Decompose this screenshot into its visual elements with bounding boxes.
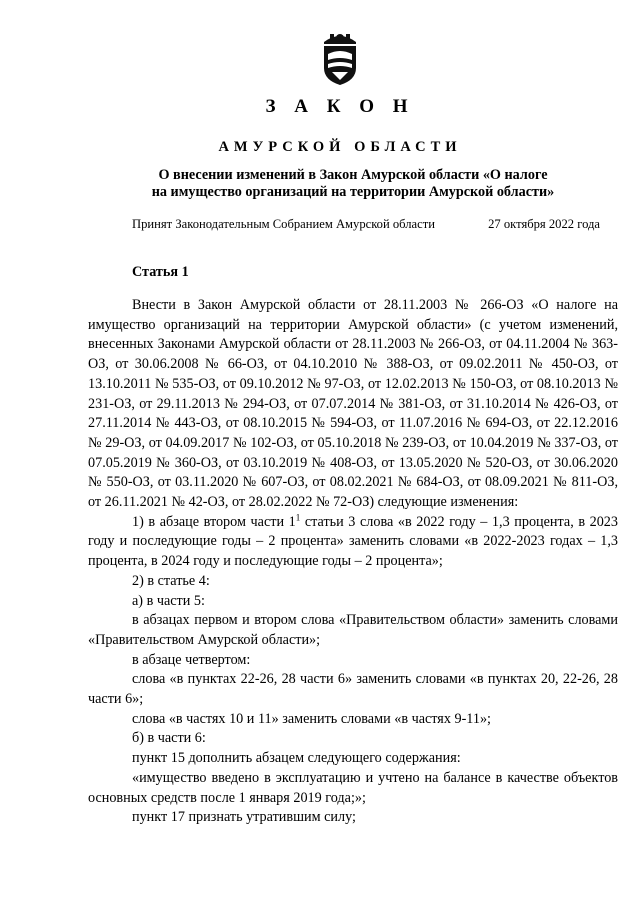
item-paragraph: 2) в статье 4:	[132, 572, 210, 589]
law-name	[88, 167, 618, 201]
law-name-line: на имущество организаций на территории Амурской области»	[151, 184, 555, 200]
item-paragraph: пункт 15 дополнить абзацем следующего содержания:	[132, 750, 461, 767]
adoption-line	[132, 217, 600, 232]
item-paragraph: «имущество введено в эксплуатацию и учтено на балансе в качестве объектов основных средств после 1 января 2019 года;»;	[88, 769, 618, 806]
item-paragraph: пункт 17 признать утратившим силу;	[132, 809, 356, 826]
coat-of-arms-icon	[318, 30, 362, 86]
item1-text-rest: статьи 3 слова «в 2022 году – 1,3 процента, в 2023 году и последующие годы – 2 процента» заменить словами «в 2022-2023 годах – 1,3 процента, в 2024 году и последующие годы – 2 процента»;	[88, 513, 618, 570]
item-paragraph: в абзацах первом и втором слова «Правительством области» заменить словами «Правительством Амурской области»;	[88, 612, 618, 648]
item-paragraph	[88, 513, 618, 572]
item1-text: 1) в абзаце втором части 1	[132, 513, 296, 530]
document-subtitle: АМУРСКОЙ ОБЛАСТИ	[218, 139, 462, 155]
item-paragraph: б) в части 6:	[132, 730, 206, 747]
article-body	[88, 296, 618, 828]
item-paragraph: а) в части 5:	[132, 592, 205, 609]
adopted-by: Принят Законодательным Собранием Амурской области	[132, 217, 435, 231]
intro-paragraph: Внести в Закон Амурской области от 28.11.2003 № 266-ОЗ «О налоге на имущество организаций на территории Амурской области» (с учетом изменений, внесенных Законами Амурской области от 28.11.2003 № 266-ОЗ, от 04.11.2004 № 363-ОЗ, от 30.06.2008 № 66-ОЗ, от 04.10.2010 № 388-ОЗ, от 09.02.2011 № 450-ОЗ, от 13.10.2011 № 535-ОЗ, от 09.10.2012 № 97-ОЗ, от 12.02.2013 № 150-ОЗ, от 08.10.2013 № 231-ОЗ, от 29.11.2013 № 294-ОЗ, от 07.07.2014 № 381-ОЗ, от 31.10.2014 № 426-ОЗ, от 27.11.2014 № 443-ОЗ, от 08.10.2015 № 594-ОЗ, от 11.07.2016 № 694-ОЗ, от 22.12.2016 № 29-ОЗ, от 04.09.2017 № 102-ОЗ, от 05.10.2018 № 239-ОЗ, от 10.04.2019 № 337-ОЗ, от 07.05.2019 № 360-ОЗ, от 03.10.2019 № 408-ОЗ, от 13.05.2020 № 520-ОЗ, от 30.06.2020 № 550-ОЗ, от 03.11.2020 № 607-ОЗ, от 08.02.2021 № 684-ОЗ, от 08.09.2021 № 811-ОЗ, от 26.11.2021 № 42-ОЗ, от 28.02.2022 № 72-ОЗ) следующие изменения:	[88, 297, 618, 511]
document-title: З А К О Н	[265, 96, 415, 117]
adopted-date: 27 октября 2022 года	[488, 217, 600, 231]
article-heading: Статья 1	[132, 264, 189, 280]
item-paragraph: слова «в пунктах 22-26, 28 части 6» заменить словами «в пунктах 20, 22-26, 28 части 6»;	[88, 671, 618, 708]
superscript: 1	[295, 512, 301, 522]
item-paragraph: слова «в частях 10 и 11» заменить словами «в частях 9-11»;	[132, 710, 491, 727]
law-name-line: О внесении изменений в Закон Амурской области «О налоге	[158, 167, 548, 183]
item-paragraph: в абзаце четвертом:	[132, 651, 251, 668]
